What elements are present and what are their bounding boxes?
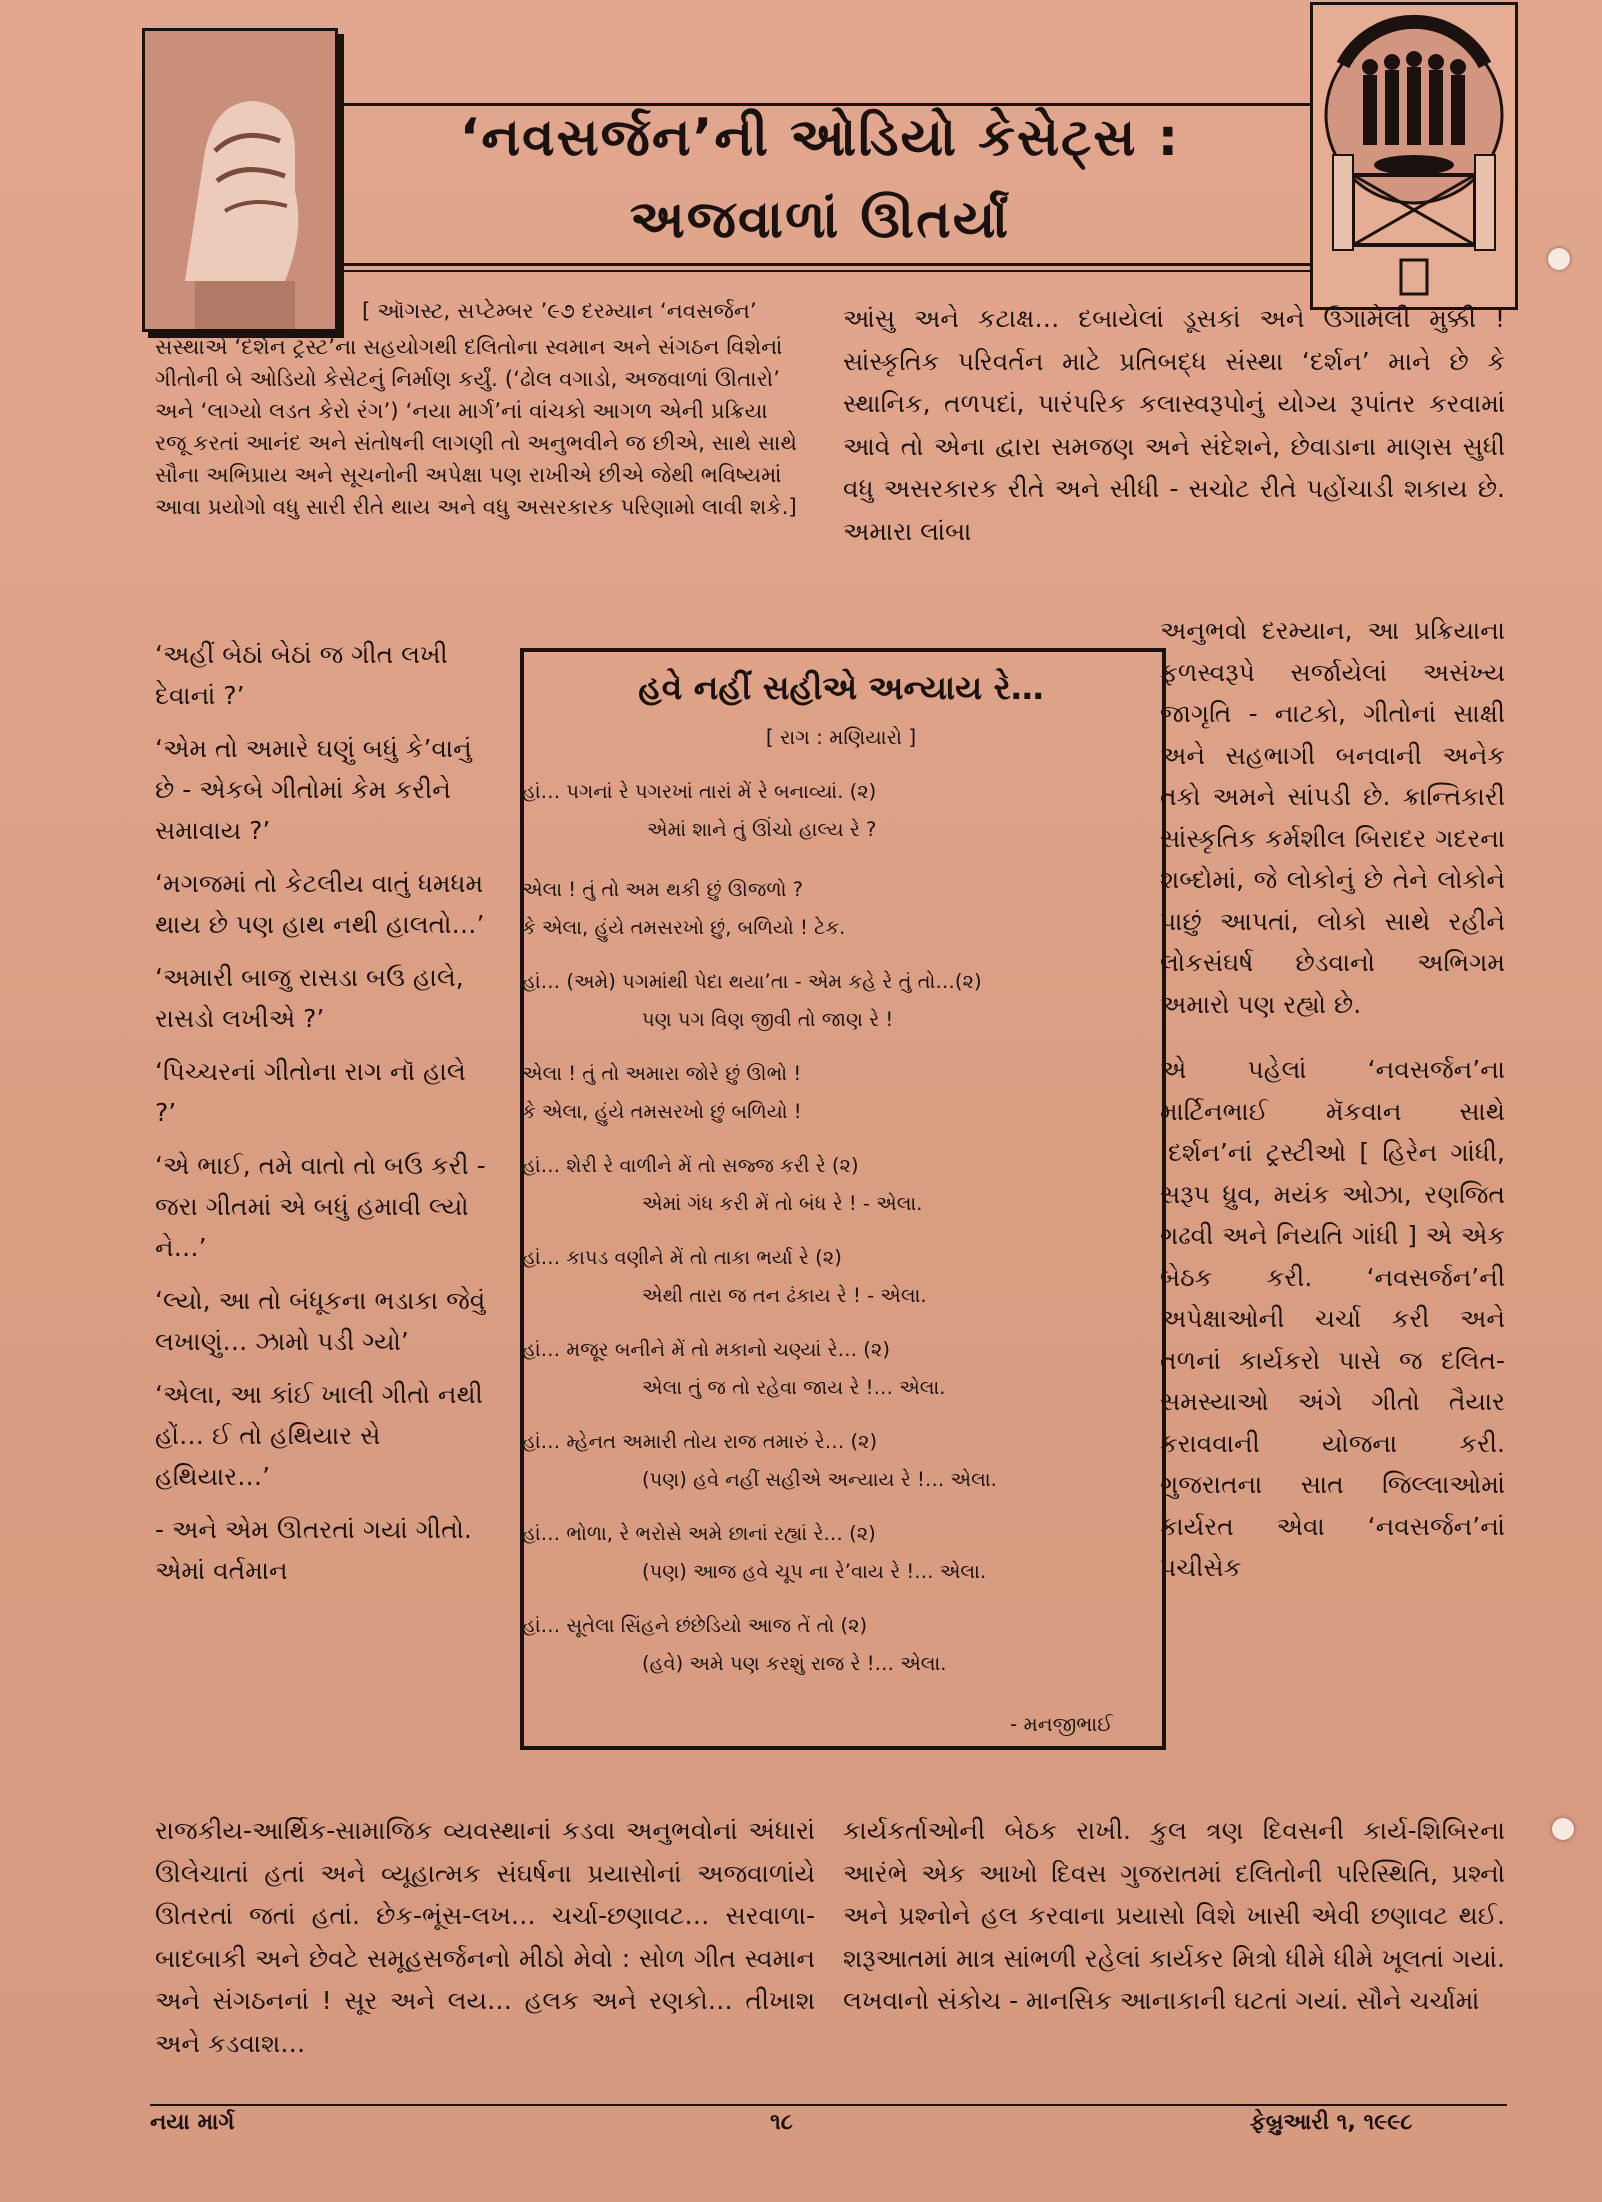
dialogue-line: - અને એમ ઊતરતાં ગયાં ગીતો. એમાં વર્તમાન [155, 1515, 472, 1585]
poem-line: હાં… મજૂર બનીને મેં તો મકાનો ચણ્યાં રે… (૨) [522, 1338, 890, 1361]
poem-line: હાં… કાપડ વણીને મેં તો તાકા ભર્યા રે (૨) [522, 1246, 842, 1269]
poem-title: હવે નહીં સહીએ અન્યાય રે… [638, 668, 1044, 707]
staple-mark [1552, 1818, 1574, 1840]
left-column [155, 634, 488, 1603]
bottom-left-paragraph: રાજકીય-આર્થિક-સામાજિક વ્યવસ્થાનાં કડવા અનુભવોનાં અંધારાં ઊલેચાતાં હતાં અને વ્યૂહાત્મક સંઘર્ષના પ્રયાસોનાં અજવાળાંયે ઊતરતાં જતાં હતાં. છેક-ભૂંસ-લખ… ચર્ચા-છણાવટ… સરવાળા-બાદબાકી અને છેવટે સમૂહસર્જનનો મીઠો મેવો : સોળ ગીત સ્વમાન અને સંગઠનનાં ! સૂર અને લય… હલક અને રણકો… તીખાશ અને કડવાશ… [155, 1816, 815, 2058]
cassette-logo [1310, 2, 1518, 310]
poem-line: હાં… પગનાં રે પગરખાં તારાં મેં રે બનાવ્યાં. (૨) [522, 780, 877, 803]
staple-mark [1548, 248, 1570, 270]
intro-paragraph: સંસ્થાએ ‘દર્શન ટ્રસ્ટ’ના સહયોગથી દલિતોના સ્વમાન અને સંગઠન વિશેનાં ગીતોની બે ઓડિયો કેસેટનું નિર્માણ કર્યું. (‘ઢોલ વગાડો, અજવાળાં ઊતારો’ અને ‘લાગ્યો લડત કેરો રંગ’) ‘નયા માર્ગ’નાં વાંચકો આગળ એની પ્રક્રિયા રજૂ કરતાં આનંદ અને સંતોષની લાગણી તો અનુભવીને જ છીએ, સાથે સાથે સૌના અભિપ્રાય અને સૂચનોની અપેક્ષા પણ રાખીએ છીએ જેથી ભવિષ્યમાં આવા પ્રયોગો વધુ સારી રીતે થાય અને વધુ અસરકારક પરિણામો લાવી શકે.] [155, 335, 797, 520]
fist-photo [142, 28, 338, 332]
dialogue-line: ‘અહીં બેઠાં બેઠાં જ ગીત લખી દેવાનાં ?’ [155, 640, 448, 710]
right-column-paragraph-2: એ પહેલાં ‘નવસર્જન’ના માર્ટિનભાઈ મૅકવાન સાથે ‘દર્શન’નાં ટ્રસ્ટીઓ [ હિરેન ગાંધી, સરૂપ ધ્રુવ, મયંક ઓઝા, રણજિત ગઢવી અને નિયતિ ગાંધી ] એ એક બેઠક કરી. ‘નવસર્જન’ની અપેક્ષાઓની ચર્ચા કરી અને તળનાં કાર્યકરો પાસે જ દલિત-સમસ્યાઓ અંગે ગીતો તૈયાર કરાવવાની યોજના કરી. ગુજરાતના સાત જિલ્લાઓમાં કાર્યરત એવા ‘નવસર્જન’નાં પચીસેક [1160, 1055, 1505, 1582]
dialogue-line: ‘એ ભાઈ, તમે વાતો તો બઉ કરી - જરા ગીતમાં એ બધું હમાવી લ્યો ને…’ [155, 1151, 486, 1262]
poem-line: એમાં ગંધ કરી મેં તો બંધ રે ! - એલા. [642, 1192, 923, 1215]
poem-line: કે એલા, હુંયે તમસરખો છું, બળિયો ! ટેક. [522, 916, 846, 939]
bottom-right-paragraph: કાર્યકર્તાઓની બેઠક રાખી. કુલ ત્રણ દિવસની કાર્ય-શિબિરના આરંભે એક આખો દિવસ ગુજરાતમાં દલિતોની પરિસ્થિતિ, પ્રશ્નો અને પ્રશ્નોને હલ કરવાના પ્રયાસો વિશે ખાસી એવી છણાવટ થઈ. શરૂઆતમાં માત્ર સાંભળી રહેલાં કાર્યકર મિત્રો ધીમે ધીમે ખૂલતાં ગયાં. લખવાનો સંકોચ - માનસિક આનાકાની ઘટતાં ગયાં. સૌને ચર્ચામાં [843, 1816, 1505, 2015]
dialogue-line: ‘એમ તો અમારે ઘણું બધું કે’વાનું છે - એકબે ગીતોમાં કેમ કરીને સમાવાય ?’ [155, 734, 472, 845]
right-column-paragraph-1: અનુભવો દરમ્યાન, આ પ્રક્રિયાના ફળસ્વરૂપે સર્જાયેલાં અસંખ્ય જાગૃતિ - નાટકો, ગીતોનાં સાક્ષી અને સહભાગી બનવાની અનેક તકો અમને સાંપડી છે. ક્રાન્તિકારી સાંસ્કૃતિક કર્મશીલ બિરાદર ગદરના શબ્દોમાં, જે લોકોનું છે તેને લોકોને પાછું આપતાં, લોકો સાથે રહીને લોકસંઘર્ષ છેડવાનો અભિગમ અમારો પણ રહ્યો છે. [1160, 616, 1505, 1019]
poem-raag: [ રાગ : મણિયારો ] [765, 725, 917, 749]
poem-line: કે એલા, હુંયે તમસરખો છું બળિયો ! [522, 1100, 802, 1123]
poem-line: હાં… (અમે) પગમાંથી પેદા થયા’તા - એમ કહે રે તું તો…(૨) [522, 970, 982, 993]
footer-rule [150, 2104, 1507, 2106]
poem-line: હાં… મ્હેનત અમારી તોય રાજ તમારું રે… (૨) [522, 1430, 878, 1453]
poem-line: એલા તું જ તો રહેવા જાય રે !… એલા. [642, 1376, 946, 1399]
poem-author: - મનજીભાઈ [1010, 1712, 1113, 1736]
poem-line: એમાં શાને તું ઊંચો હાલ્ય રે ? [647, 818, 877, 841]
dialogue-line: ‘પિચ્ચરનાં ગીતોના રાગ નૉ હાલે ?’ [155, 1057, 466, 1127]
footer-magazine-name: નયા માર્ગ [150, 2110, 235, 2135]
page-title-line2: અજવાળાં ઊતર્યાં [629, 190, 1011, 250]
poem-line: એથી તારા જ તન ઢંકાય રે ! - એલા. [642, 1284, 927, 1307]
dialogue-line: ‘અમારી બાજુ રાસડા બઉ હાલે, રાસડો લખીએ ?’ [155, 963, 464, 1033]
footer-page-number: ૧૮ [770, 2110, 793, 2135]
poem-line: એલા ! તું તો અમારા જોરે છું ઊભો ! [522, 1062, 802, 1085]
dialogue-line: ‘લ્યો, આ તો બંધૂકના ભડાકા જેવું લખાણું… ઝામો પડી ગ્યો’ [155, 1286, 486, 1356]
dialogue-line: ‘મગજમાં તો કેટલીય વાતું ધમધમ થાય છે પણ હાથ નથી હાલતો…’ [155, 869, 485, 939]
page-title-line1: ‘નવસર્જન’ની ઓડિયો કેસેટ્સ : [459, 108, 1181, 168]
dialogue-line: ‘એલા, આ કાંઈ ખાલી ગીતો નથી હોં… ઈ તો હથિયાર સે હથિયાર…’ [155, 1380, 483, 1491]
poem-line: (હવે) અમે પણ કરશું રાજ રે !… એલા. [642, 1652, 947, 1675]
poem-line: હાં… ભોળા, રે ભરોસે અમે છાનાં રહ્યાં રે… (૨) [522, 1522, 876, 1545]
footer-date: ફેબ્રુઆરી ૧, ૧૯૯૮ [1250, 2110, 1413, 2135]
title-rule-bottom [335, 263, 1310, 266]
right-top-paragraph: આંસુ અને કટાક્ષ… દબાયેલાં ડૂસકાં અને ઉગામેલી મુક્કી ! સાંસ્કૃતિક પરિવર્તન માટે પ્રતિબદ્ધ સંસ્થા ‘દર્શન’ માને છે કે સ્થાનિક, તળપદાં, પારંપરિક કલાસ્વરૂપોનું યોગ્ય રૂપાંતર કરવામાં આવે તો એના દ્વારા સમજણ અને સંદેશને, છેવાડાના માણસ સુધી વધુ અસરકારક રીતે અને સીધી - સચોટ રીતે પહોંચાડી શકાય છે. અમારા લાંબા [843, 304, 1505, 546]
right-column [1160, 610, 1505, 1589]
poem-line: હાં… શેરી રે વાળીને મેં તો સજ્જ કરી રે (૨) [522, 1154, 859, 1177]
poem-line: (પણ) આજ હવે ચૂપ ના રે’વાય રે !… એલા. [642, 1560, 987, 1583]
poem-line: એલા ! તું તો અમ થકી છું ઊજળો ? [522, 878, 803, 901]
title-rule-top [335, 103, 1310, 106]
poem-line: હાં… સૂતેલા સિંહને છંછેડિયો આજ તેં તો (૨) [522, 1614, 868, 1637]
poem-line: પણ પગ વિણ જીવી તો જાણ રે ! [642, 1008, 894, 1031]
poem-line: (પણ) હવે નહીં સહીએ અન્યાય રે !… એલા. [642, 1468, 997, 1491]
intro-first-line: [ ઑગસ્ટ, સપ્ટેમ્બર ’૯૭ દરમ્યાન ‘નવસર્જન’ [362, 299, 757, 324]
title-rule-bottom-2 [335, 270, 1310, 272]
